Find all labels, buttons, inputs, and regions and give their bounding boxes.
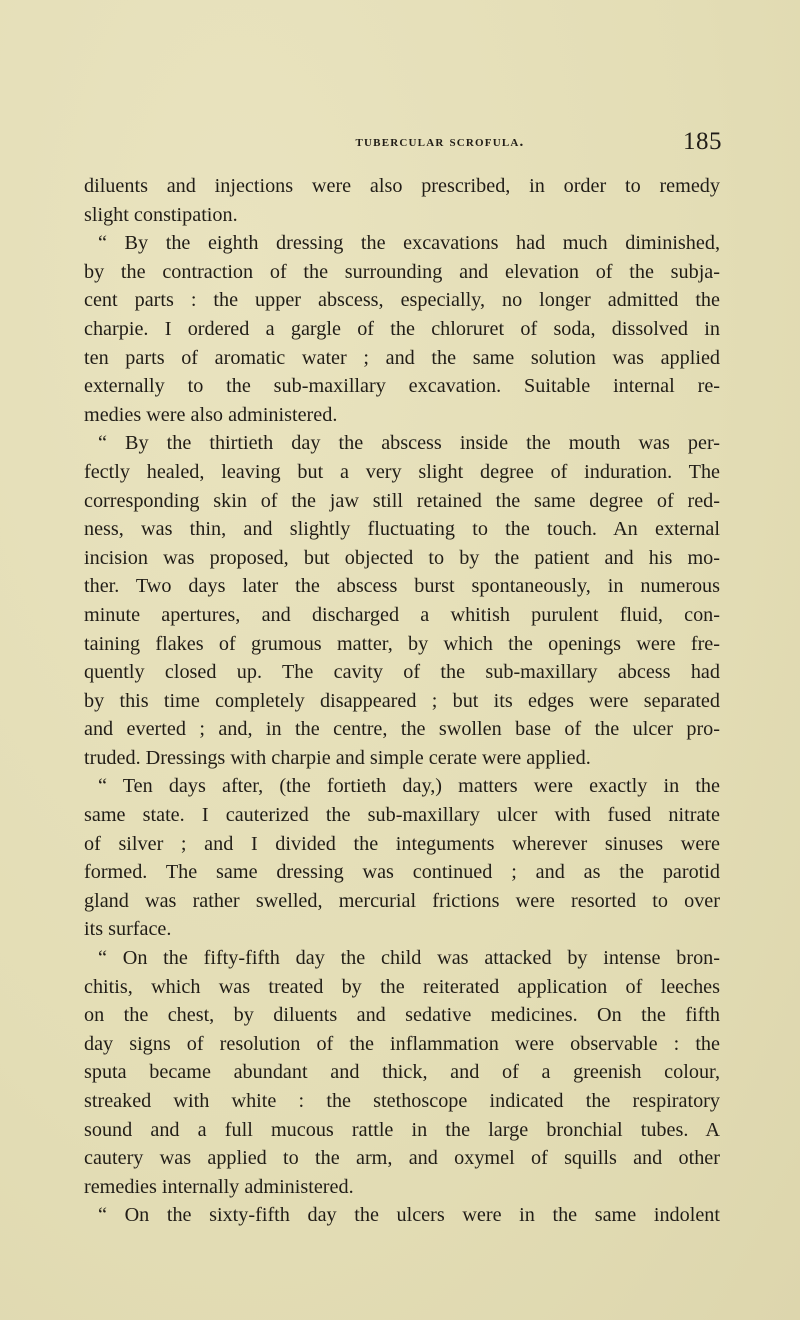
text-line: ther. Two days later the abscess burst spontaneously, in numerous xyxy=(84,575,720,598)
running-title xyxy=(84,134,718,151)
text-line: chitis, which was treated by the reiterated application of leeches xyxy=(84,975,720,998)
paragraph-first-line: “ On the sixty-fifth day the ulcers were in the same indolent xyxy=(98,1204,720,1227)
text-line: minute apertures, and discharged a whitish purulent fluid, con- xyxy=(84,603,720,626)
body-text xyxy=(84,172,720,1230)
text-line: on the chest, by diluents and sedative medicines. On the fifth xyxy=(84,1004,720,1027)
text-line: quently closed up. The cavity of the sub-maxillary abcess had xyxy=(84,661,720,684)
text-line: formed. The same dressing was continued ; and as the parotid xyxy=(84,861,720,884)
text-line: day signs of resolution of the inflammation were observable : the xyxy=(84,1032,720,1055)
paragraph-first-line: “ By the thirtieth day the abscess inside the mouth was per- xyxy=(98,432,720,455)
text-line: remedies internally administered. xyxy=(84,1175,354,1198)
text-line: externally to the sub-maxillary excavation. Suitable internal re- xyxy=(84,375,720,398)
text-line: cautery was applied to the arm, and oxymel of squills and other xyxy=(84,1147,720,1170)
text-line: of silver ; and I divided the integuments wherever sinuses were xyxy=(84,832,720,855)
text-line: its surface. xyxy=(84,918,172,941)
text-line: corresponding skin of the jaw still retained the same degree of red- xyxy=(84,489,720,512)
text-line: sound and a full mucous rattle in the large bronchial tubes. A xyxy=(84,1118,720,1141)
text-line: cent parts : the upper abscess, especially, no longer admitted the xyxy=(84,289,720,312)
running-head xyxy=(84,128,722,160)
text-line: fectly healed, leaving but a very slight degree of induration. The xyxy=(84,460,720,483)
paragraph-first-line: “ On the fifty-fifth day the child was attacked by intense bron- xyxy=(98,947,720,970)
paragraph-first-line: “ Ten days after, (the fortieth day,) matters were exactly in the xyxy=(98,775,720,798)
text-line: and everted ; and, in the centre, the swollen base of the ulcer pro- xyxy=(84,718,720,741)
text-line: sputa became abundant and thick, and of a greenish colour, xyxy=(84,1061,720,1084)
text-line: streaked with white : the stethoscope indicated the respiratory xyxy=(84,1090,720,1112)
text-line: truded. Dressings with charpie and simple cerate were applied. xyxy=(84,746,591,769)
text-line: ten parts of aromatic water ; and the same solution was applied xyxy=(84,346,720,369)
text-line: gland was rather swelled, mercurial frictions were resorted to over xyxy=(84,889,720,912)
text-line: incision was proposed, but objected to by the patient and his mo- xyxy=(84,546,720,569)
text-line: medies were also administered. xyxy=(84,403,338,426)
text-line: charpie. I ordered a gargle of the chloruret of soda, dissolved in xyxy=(84,317,720,340)
page-number: 185 xyxy=(683,128,722,155)
text-line: taining flakes of grumous matter, by which the openings were fre- xyxy=(84,632,720,655)
text-line: slight constipation. xyxy=(84,203,238,226)
text-line: ness, was thin, and slightly fluctuating to the touch. An external xyxy=(84,518,720,541)
text-line: diluents and injections were also prescribed, in order to remedy xyxy=(84,175,720,197)
running-title-text: tubercular scrofula. xyxy=(355,134,525,150)
paragraph-first-line: “ By the eighth dressing the excavations had much diminished, xyxy=(98,232,720,255)
text-line: by the contraction of the surrounding and elevation of the subja- xyxy=(84,260,720,283)
text-line: by this time completely disappeared ; but its edges were separated xyxy=(84,689,720,712)
text-line: same state. I cauterized the sub-maxillary ulcer with fused nitrate xyxy=(84,804,720,827)
